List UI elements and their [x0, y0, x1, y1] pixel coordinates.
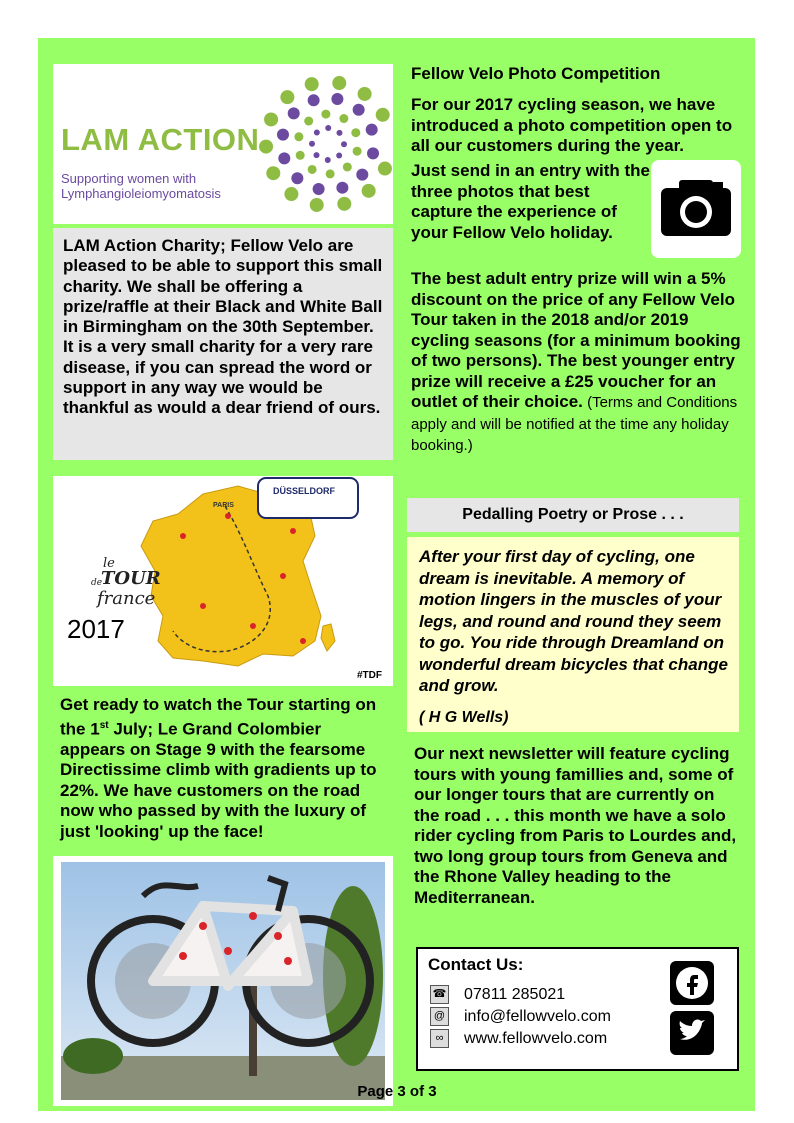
poetry-quote: After your first day of cycling, one dream is inevitable. A memory of motion lingers in the muscles of your legs, and round and round they seem to go. You ride through Dreamland on wonderful dream bicycles that change and grow. — [419, 547, 728, 695]
bike-sculpture-photo — [53, 856, 393, 1106]
lam-charity-text: LAM Action Charity; Fellow Velo are pleased to be able to support this small charity. We shall be offering a prize/raffle at their Black and White Ball in Birmingham on the 30th September. It is a very small charity for a very rare disease, if you can spread the word or support in any way we would be thankful as would a dear friend of ours. — [53, 228, 393, 460]
polka-dot-bike-icon — [53, 856, 393, 1106]
tdf-logo-france: france — [97, 588, 156, 609]
next-newsletter-text: Our next newsletter will feature cycling tours with young famillies and, some of our longer tours that are currently on the road . . . this month we have a solo rider cycling from Paris to Lourdes and, two long group tours from Geneva and the Rhone Valley heading to the Mediterranean. — [414, 744, 737, 907]
contact-email[interactable]: info@fellowvelo.com — [464, 1008, 611, 1025]
tdf-hashtag: #TDF — [357, 670, 382, 681]
contact-title: Contact Us: — [428, 955, 524, 974]
tour-text-sup: st — [99, 719, 109, 731]
prize-details — [411, 269, 747, 457]
tour-text-part1: Get ready to watch the Tour starting on the 1 — [60, 695, 377, 739]
poetry-header: Pedalling Poetry or Prose . . . — [407, 498, 739, 532]
page-number: Page 3 of 3 — [357, 1083, 437, 1100]
lam-logo-subtitle — [61, 171, 221, 201]
lam-action-logo — [53, 64, 393, 224]
poetry-quote-box — [407, 537, 739, 732]
contact-website[interactable]: www.fellowvelo.com — [464, 1030, 608, 1047]
tour-de-france-text — [60, 695, 385, 842]
tdf-logo-le: le — [103, 556, 115, 571]
link-icon: ∞ — [430, 1029, 449, 1048]
tdf-start-label: DÜSSELDORF — [273, 486, 336, 496]
contact-box — [416, 947, 739, 1071]
tour-text-part2: July; Le Grand Colombier appears on Stage 9 with the fearsome Directissime climb with gradients up to 22%. We have customers on the road now who passed by with the luxury of just 'looking' up the face! — [60, 719, 377, 841]
tdf-year: 2017 — [67, 614, 125, 644]
twitter-icon[interactable] — [670, 1011, 714, 1055]
lam-subtitle-line2: Lymphangioleiomyomatosis — [61, 186, 221, 201]
tour-de-france-map — [53, 476, 393, 686]
contact-phone[interactable]: 07811 285021 — [464, 986, 566, 1003]
lam-logo-title: LAM ACTION — [61, 122, 260, 157]
email-icon: @ — [430, 1007, 449, 1026]
tdf-logo — [91, 556, 171, 616]
tdf-logo-tour: TOUR — [101, 568, 161, 589]
phone-icon: ☎ — [430, 985, 449, 1004]
facebook-icon[interactable] — [670, 961, 714, 1005]
poetry-author: ( H G Wells) — [419, 708, 509, 726]
photo-competition-intro: For our 2017 cycling season, we have introduced a photo competition open to all our customers during the year. — [411, 95, 733, 155]
tdf-logo-de: de — [91, 578, 103, 588]
tdf-paris-label: PARIS — [213, 502, 234, 509]
lam-subtitle-line1: Supporting women with — [61, 171, 197, 186]
camera-icon — [651, 160, 741, 258]
photo-competition-title: Fellow Velo Photo Competition — [411, 64, 661, 83]
prize-bold-text: The best adult entry prize will win a 5% discount on the price of any Fellow Velo Tour taken in the 2018 and/or 2019 cycling seasons (for a minimum booking of two persons). The best younger entry prize will receive a £25 voucher for an outlet of their choice. — [411, 269, 741, 411]
prize-terms-text: (Terms and Conditions apply and will be notified at the time any holiday booking.) — [411, 394, 738, 454]
photo-competition-entry: Just send in an entry with the three photos that best capture the experience of your Fellow Velo holiday. — [411, 161, 650, 242]
